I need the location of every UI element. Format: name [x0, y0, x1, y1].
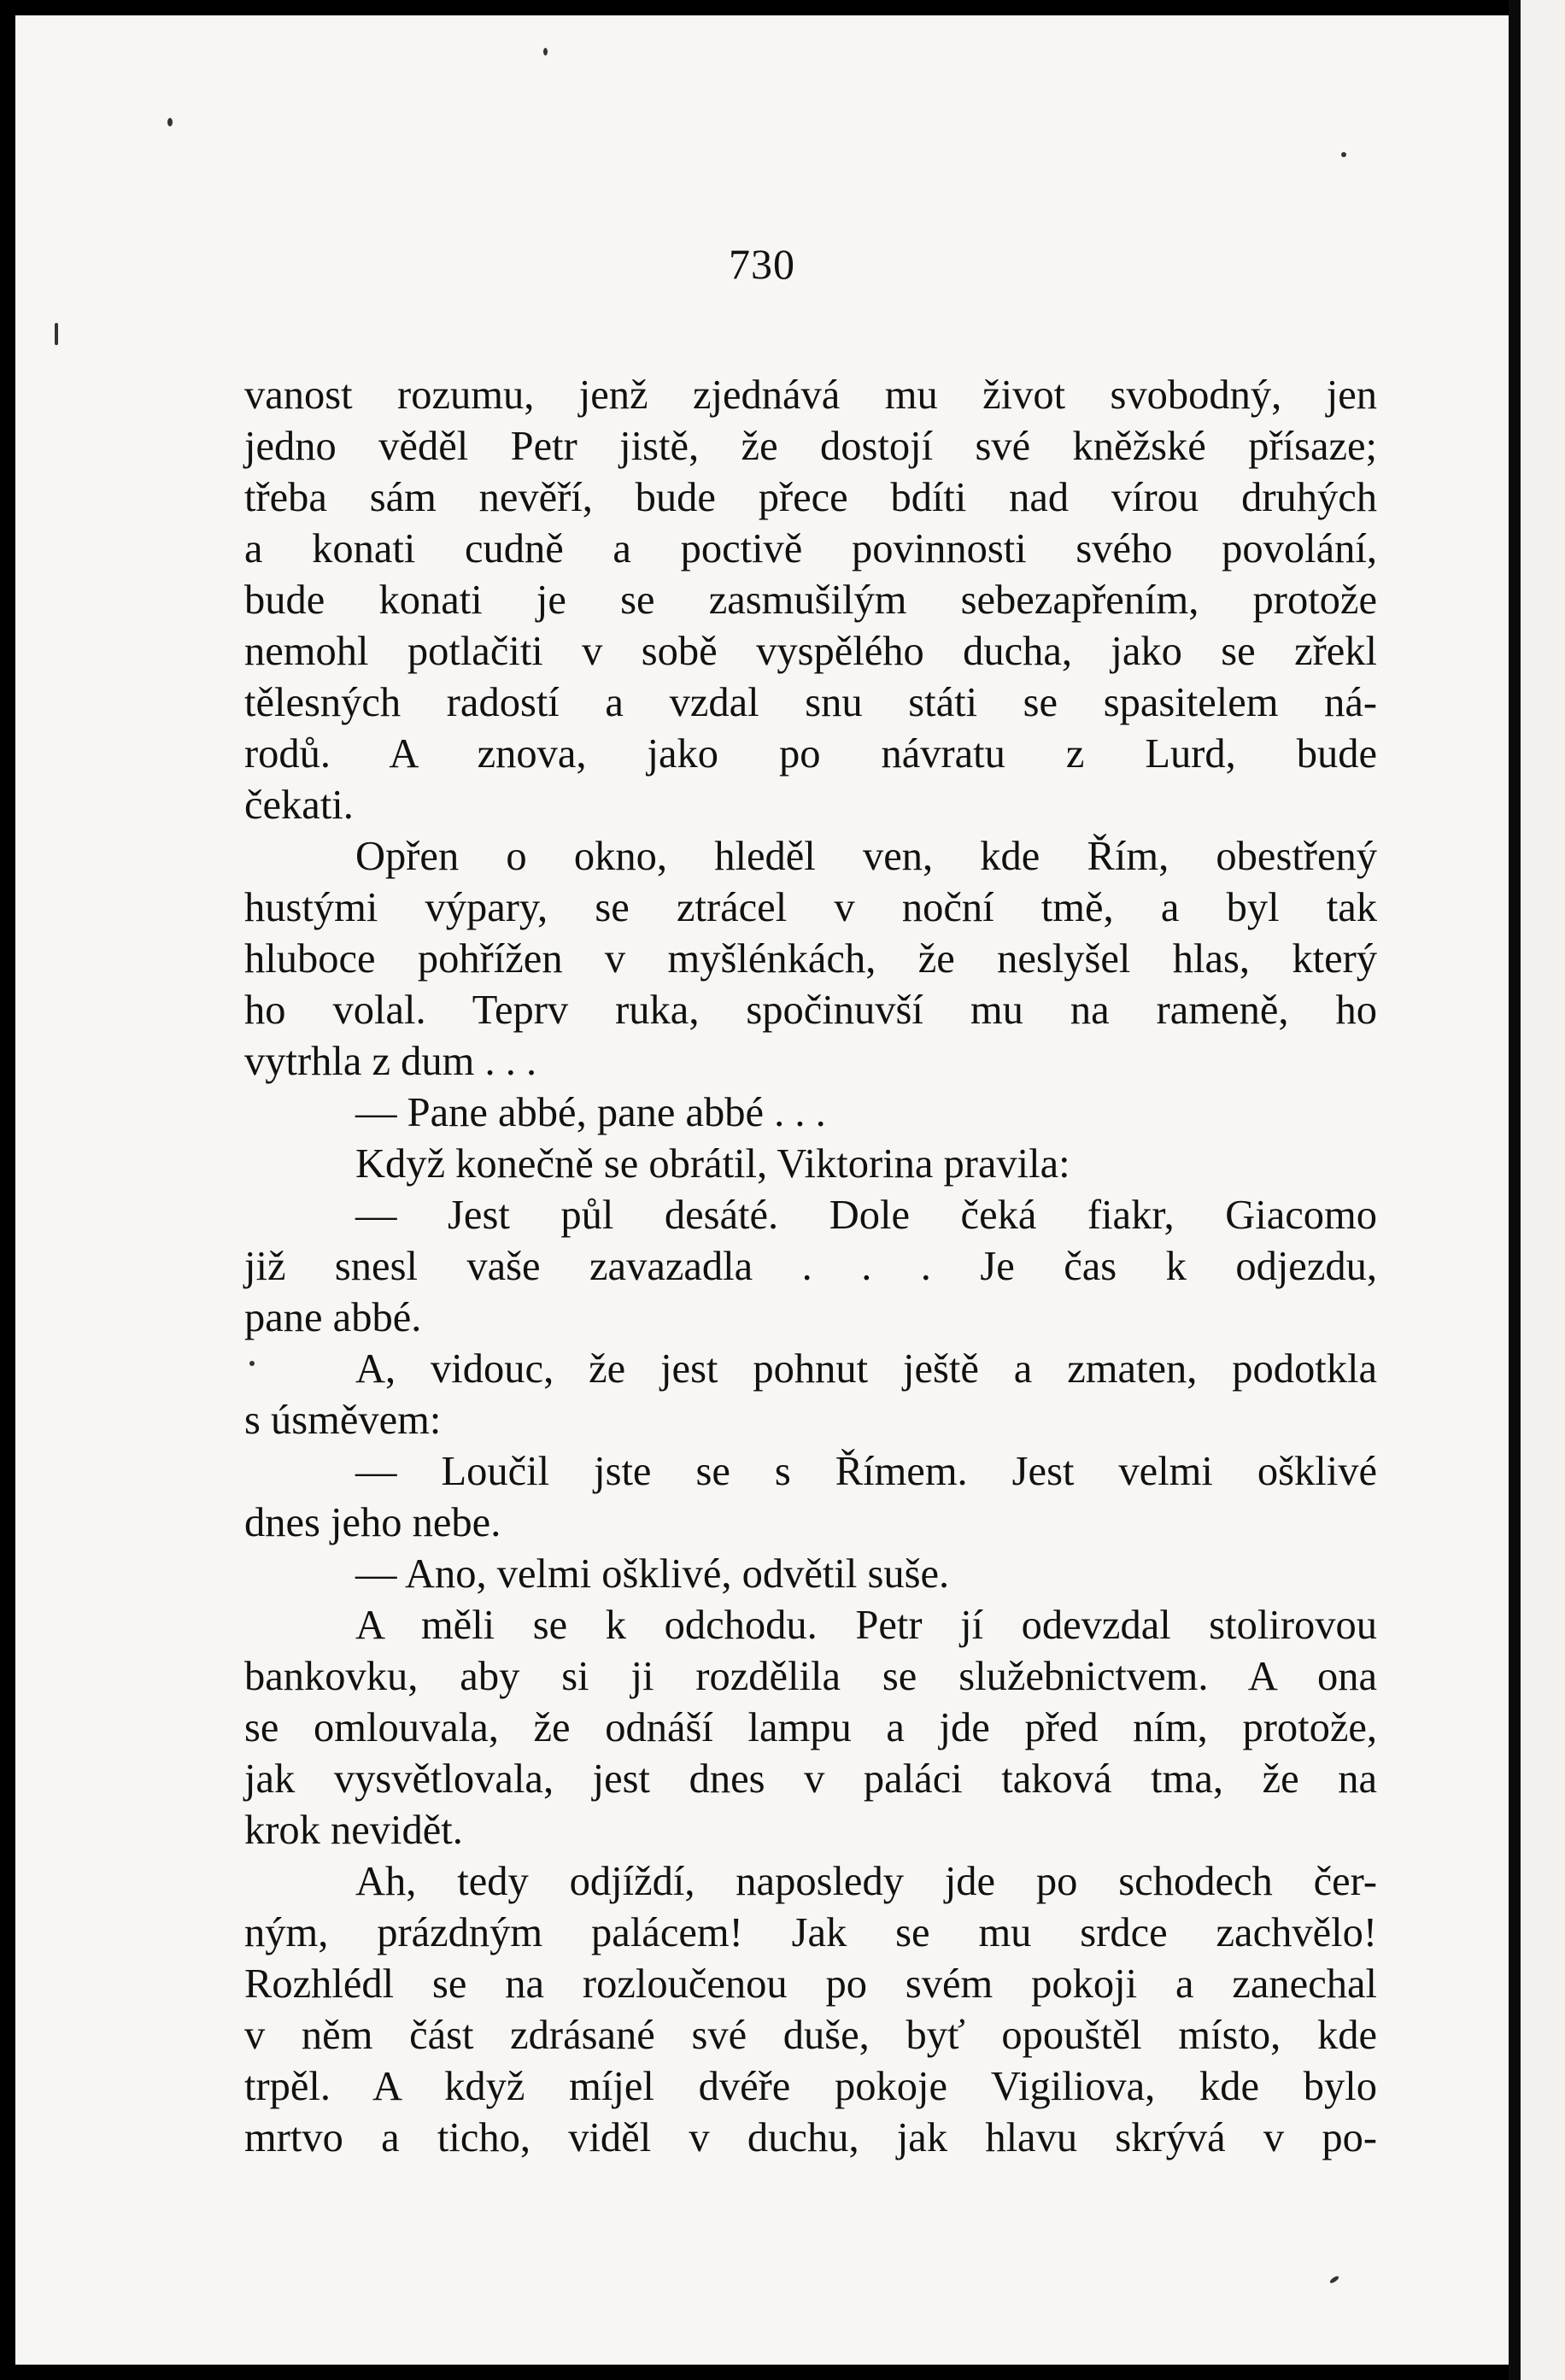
text-line: — Pane abbé, pane abbé . . .: [355, 1090, 826, 1135]
text-line: jedno věděl Petr jistě, že dostojí své kněžské přísaze;: [244, 424, 1377, 469]
text-line: v něm část zdrásané své duše, byť opouštěl místo, kde: [244, 2013, 1377, 2058]
text-line: rodů. A znova, jako po návratu z Lurd, bude: [244, 731, 1377, 777]
text-line: nemohl potlačiti v sobě vyspělého ducha, jako se zřekl: [244, 629, 1377, 674]
scan-edge: [1509, 0, 1565, 2380]
text-line: A, vidouc, že jest pohnut ještě a zmaten, podotkla: [355, 1346, 1377, 1392]
text-line: dnes jeho nebe.: [244, 1500, 501, 1545]
text-line: — Loučil jste se s Římem. Jest velmi ošklivé: [355, 1449, 1377, 1494]
text-line: třeba sám nevěří, bude přece bdíti nad vírou druhých: [244, 475, 1377, 520]
text-line: bankovku, aby si ji rozdělila se služebnictvem. A ona: [244, 1654, 1377, 1699]
text-line: pane abbé.: [244, 1295, 422, 1340]
text-line: A měli se k odchodu. Petr jí odevzdal stolirovou: [355, 1603, 1377, 1648]
text-line: čekati.: [244, 783, 354, 828]
text-line: již snesl vaše zavazadla . . . Je čas k odjezdu,: [244, 1244, 1377, 1289]
scan-speck: [1341, 152, 1346, 157]
scan-speck: [1329, 2275, 1340, 2284]
text-line: vanost rozumu, jenž zjednává mu život svobodný, jen: [244, 372, 1377, 418]
text-line: vytrhla z dum . . .: [244, 1039, 537, 1084]
text-line: ho volal. Teprv ruka, spočinuvší mu na rameně, ho: [244, 988, 1377, 1033]
page-number: 730: [729, 240, 795, 288]
text-line: trpěl. A když míjel dvéře pokoje Vigiliova, kde bylo: [244, 2064, 1377, 2109]
text-line: krok nevidět.: [244, 1808, 463, 1853]
scan-speck: [167, 118, 173, 126]
text-line: hustými výpary, se ztrácel v noční tmě, a byl tak: [244, 885, 1377, 930]
text-line: mrtvo a ticho, viděl v duchu, jak hlavu skrývá v po-: [244, 2115, 1377, 2160]
text-line: Ah, tedy odjíždí, naposledy jde po schodech čer-: [355, 1859, 1377, 1904]
scan-speck: [55, 323, 58, 345]
text-line: a konati cudně a poctivě povinnosti svého povolání,: [244, 526, 1377, 572]
text-line: hluboce pohřížen v myšlénkách, že neslyšel hlas, který: [244, 936, 1377, 982]
text-line: s úsměvem:: [244, 1398, 442, 1443]
text-line: bude konati je se zasmušilým sebezapřením, protože: [244, 577, 1377, 623]
scan-speck: [543, 48, 548, 56]
book-page: [15, 15, 1509, 2365]
text-line: jak vysvětlovala, jest dnes v paláci taková tma, že na: [244, 1756, 1377, 1802]
text-line: se omlouvala, že odnáší lampu a jde před ním, protože,: [244, 1705, 1377, 1750]
scan-speck: [249, 1361, 255, 1366]
body-text: [244, 370, 1377, 2164]
text-line: — Ano, velmi ošklivé, odvětil suše.: [355, 1551, 950, 1597]
text-line: Opřen o okno, hleděl ven, kde Řím, obestřený: [355, 834, 1377, 879]
text-line: — Jest půl desáté. Dole čeká fiakr, Giacomo: [355, 1193, 1377, 1238]
text-line: Když konečně se obrátil, Viktorina pravila:: [355, 1141, 1070, 1187]
text-line: tělesných radostí a vzdal snu státi se spasitelem ná-: [244, 680, 1377, 725]
text-line: Rozhlédl se na rozloučenou po svém pokoji a zanechal: [244, 1961, 1377, 2007]
text-line: ným, prázdným palácem! Jak se mu srdce zachvělo!: [244, 1910, 1377, 1955]
